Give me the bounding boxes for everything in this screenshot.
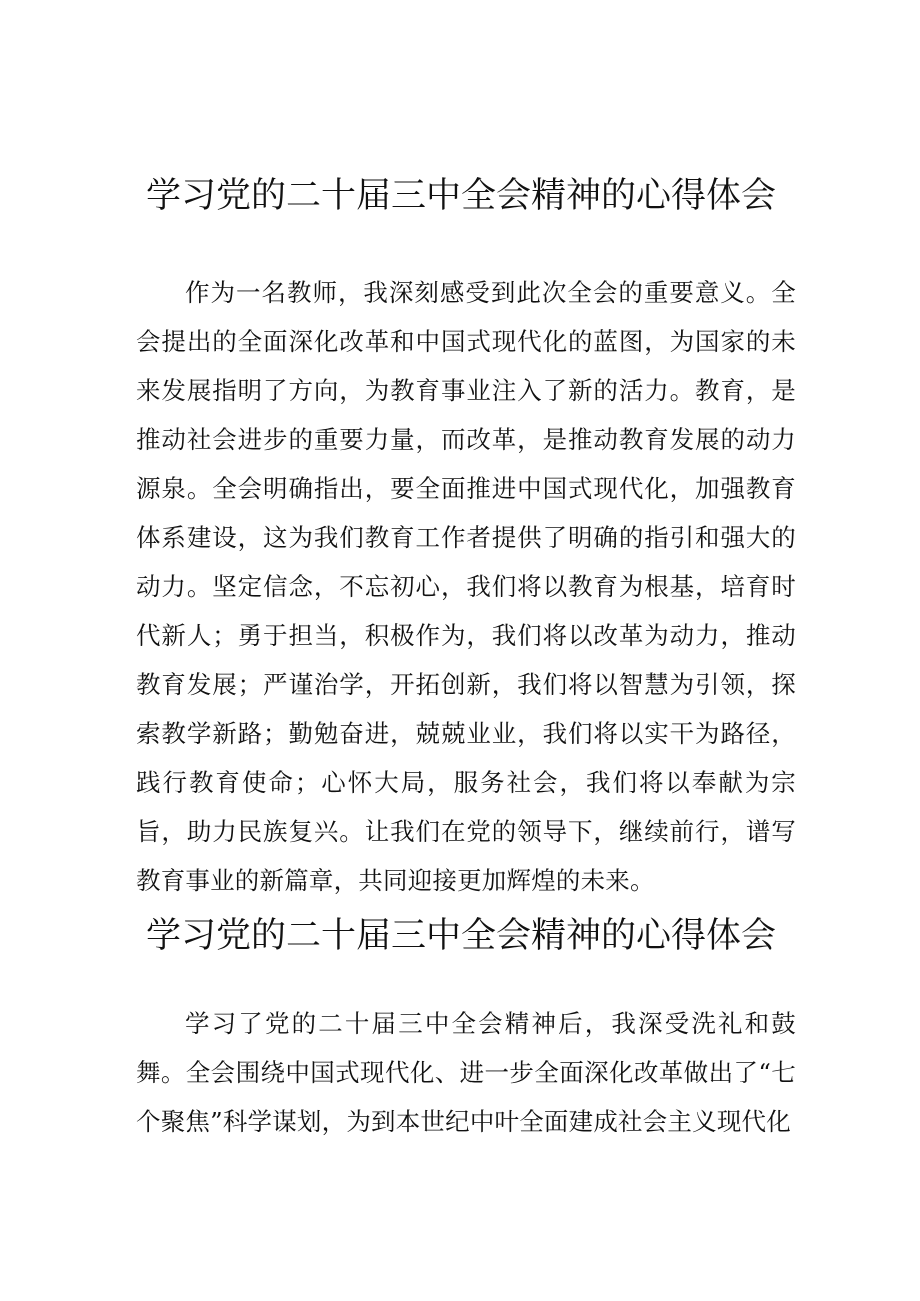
essay-title-1: 学习党的二十届三中全会精神的心得体会 [146,176,777,216]
essay-paragraph-1: 作为一名教师，我深刻感受到此次全会的重要意义。全会提出的全面深化改革和中国式现代化的蓝图，为国家的未来发展指明了方向，为教育事业注入了新的活力。教育，是推动社会进步的重要力量，而改革，是推动教育发展的动力源泉。全会明确指出，要全面推进中国式现代化，加强教育体系建设，这为我们教育工作者提供了明确的指引和强大的动力。坚定信念，不忘初心，我们将以教育为根基，培育时代新人；勇于担当，积极作为，我们将以改革为动力，推动教育发展；严谨治学，开拓创新，我们将以智慧为引领，探索教学新路；勤勉奋进，兢兢业业，我们将以实干为路径，践行教育使命；心怀大局，服务社会，我们将以奉献为宗旨，助力民族复兴。让我们在党的领导下，继续前行，谱写教育事业的新篇章，共同迎接更加辉煌的未来。 [136,278,796,895]
essay-section-1 [0,166,920,895]
essay-title-2: 学习党的二十届三中全会精神的心得体会 [146,916,777,956]
essay-section-2 [0,906,920,1136]
essay-paragraph-2: 学习了党的二十届三中全会精神后，我深受洗礼和鼓舞。全会围绕中国式现代化、进一步全面深化改革做出了“七个聚焦”科学谋划，为到本世纪中叶全面建成社会主义现代化 [136,1009,796,1136]
